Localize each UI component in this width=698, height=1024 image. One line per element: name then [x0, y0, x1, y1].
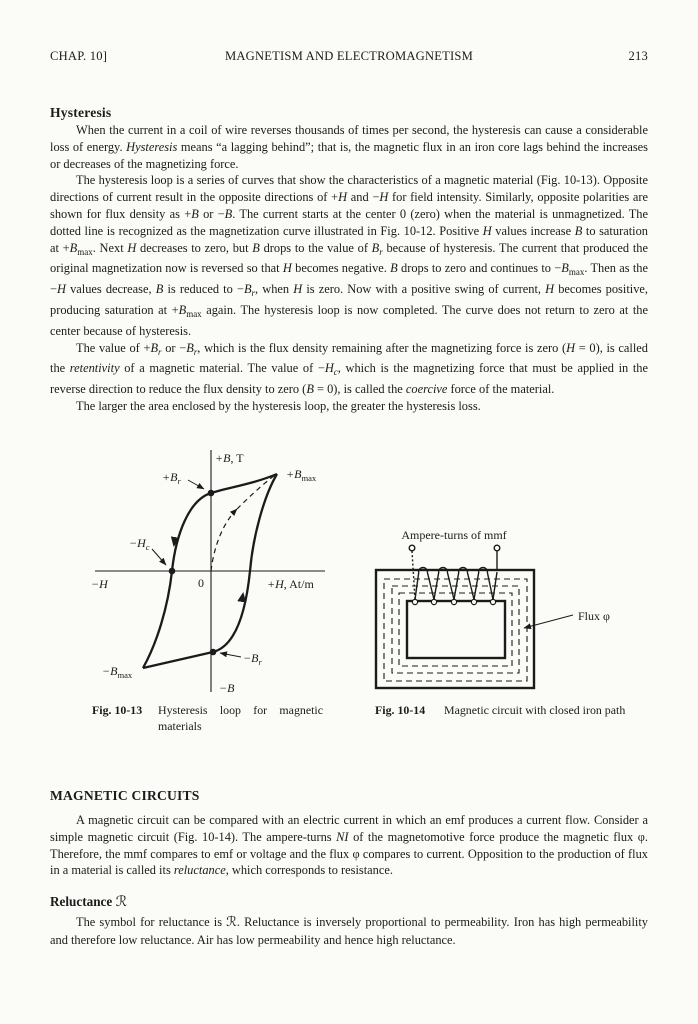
paragraph: The hysteresis loop is a series of curves that show the characteristics of a magnetic material (Fig. 10-13). Opposite directions of current result in the opposite directions of +H and −H for field intensity. Similarly, opposite polarities are shown for flux density as +B or −B. The current starts at the center 0 (zero) when the material is unmagnetized. The dotted line is recognized as the magnetization curve illustrated in Fig. 10-12. Positive H values increase B to saturation at $+B_{max}$. Next H decreases to zero, but B drops to the value of $B_r$ because of hysteresis. The current that produced the original magnetization now is reversed so that H becomes negative. B drops to zero and continues to $-B_{max}$. Then as the −H values decrease, B is reduced to $-B_r$, when H is zero. Now with a positive swing of current, H becomes positive, producing saturation at $+B_{max}$ again. The hysteresis loop is now completed. The curve does not return to zero at the center because of hysteresis.: [50, 173, 648, 338]
b-negative-axis-label: −B: [219, 681, 235, 695]
header-title: MAGNETISM AND ELECTROMAGNETISM: [224, 49, 474, 63]
section-heading-reluctance: Reluctance ℛ: [50, 894, 127, 910]
section-heading-hysteresis: Hysteresis: [50, 105, 112, 120]
point-plus-br: [208, 490, 215, 497]
b-max-negative-label: $-B_{max}$: [102, 664, 133, 680]
label-arrow: [220, 653, 241, 657]
h-axis-label: +H, At/m: [267, 577, 314, 591]
coil-label: Ampere-turns of mmf: [401, 528, 507, 542]
h-negative-axis-label: −H: [91, 577, 108, 591]
point-minus-br: [210, 649, 217, 656]
coil-terminal: [409, 545, 415, 551]
fig13-caption-label: Fig. 10-13: [92, 703, 143, 717]
flux-label: Flux φ: [578, 609, 610, 623]
coil-terminal: [494, 545, 500, 551]
fig13-caption-text: Hysteresis loop for magnetic materials: [158, 703, 323, 734]
fig14-caption-text: Magnetic circuit with closed iron path: [444, 703, 626, 717]
magnetization-curve: [211, 509, 237, 571]
hysteresis-loop-figure: [85, 445, 335, 697]
loop-direction-arrow: [174, 533, 176, 545]
b-max-positive-label: $+B_{max}$: [286, 467, 317, 483]
paragraph: The symbol for reluctance is ℛ. Reluctance is inversely proportional to permeability. Iron has high permeability and therefore low reluctance. Air has low permeability and hence high reluctance.: [50, 915, 649, 947]
running-header: [50, 49, 648, 64]
iron-core-inner-edge: [407, 601, 505, 658]
magnetic-circuits-body: [50, 812, 648, 879]
coil-winding: [409, 545, 500, 604]
reluctance-body: [50, 914, 648, 949]
fig13-caption: [92, 702, 323, 734]
chapter-label: CHAP. 10]: [50, 49, 108, 63]
paragraph: The value of $+B_r$ or $-B_r$, which is the flux density remaining after the magnetizing force is zero (H = 0), is called the retentivity of a magnetic material. The value of $-H_c$, which is the magnetizing force that must be applied in the reverse direction to reduce the flux density to zero (B = 0), is called the coercive force of the material.: [50, 340, 648, 397]
paragraph: A magnetic circuit can be compared with an electric current in which an emf produces a current flow. Consider a simple magnetic circuit (Fig. 10-14). The ampere-turns NI of the magnetomotive force produce the magnetic flux φ. Therefore, the mmf compares to emf or voltage and the flux φ compares to current. Opposition to the production of flux in a material is called its reluctance, which corresponds to resistance.: [50, 813, 648, 878]
origin-label: 0: [198, 576, 204, 590]
fig14-caption-label: Fig. 10-14: [375, 703, 426, 717]
label-arrow: [188, 480, 204, 489]
page-number: 213: [628, 49, 648, 63]
fig14-caption: [375, 702, 633, 718]
point-minus-hc: [169, 568, 176, 575]
flux-label-arrow: [524, 615, 573, 628]
paragraph: The larger the area enclosed by the hysteresis loop, the greater the hysteresis loss.: [76, 398, 481, 413]
section-heading-magnetic-circuits: MAGNETIC CIRCUITS: [50, 788, 200, 803]
h-c-negative-label: $-H_c$: [129, 536, 150, 552]
b-r-positive-label: $+B_r$: [162, 470, 181, 486]
b-r-negative-label: $-B_r$: [243, 651, 262, 667]
b-axis-label: +B, T: [215, 451, 244, 465]
paragraph: When the current in a coil of wire reverses thousands of times per second, the hysteresis can cause a considerable loss of energy. Hysteresis means “a lagging behind”; that is, the magnetic flux in an iron core lags behind the increases or decreases of the magnetizing force.: [50, 123, 648, 171]
loop-direction-arrow: [241, 594, 243, 606]
magnetic-circuit-figure: [370, 528, 645, 695]
label-arrow: [152, 549, 166, 565]
hysteresis-body: [50, 122, 648, 415]
